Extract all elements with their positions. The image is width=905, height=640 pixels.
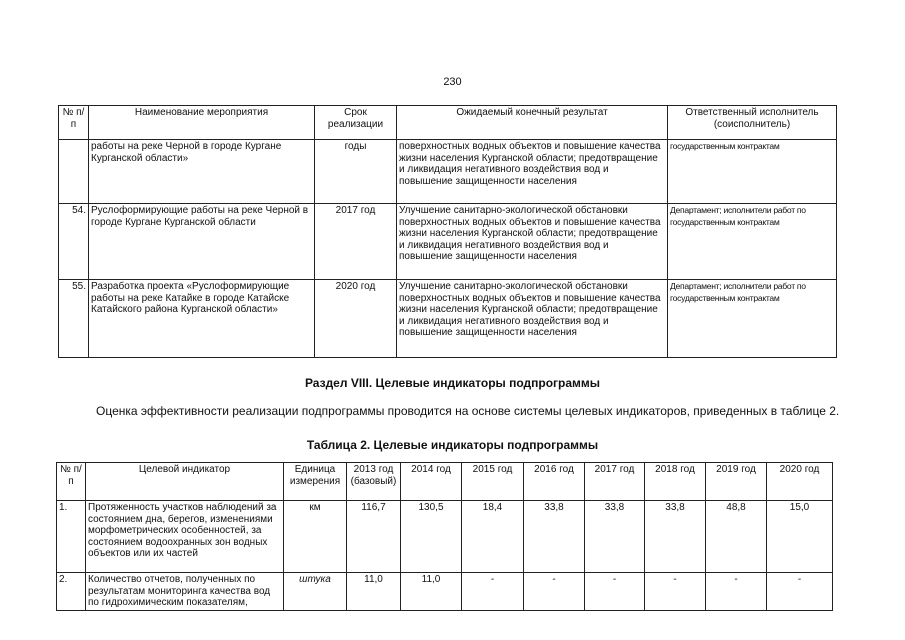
col-header-2017: 2017 год [585, 463, 645, 501]
row-executor: Департамент; исполнители работ по государственным контрактам [668, 204, 837, 280]
row-name: Руслоформирующие работы на реке Черной в городе Кургане Курганской области [89, 204, 315, 280]
measures-table [58, 105, 837, 358]
row-num [59, 140, 89, 204]
table2-title: Таблица 2. Целевые индикаторы подпрограммы [306, 438, 599, 452]
section-title: Раздел VIII. Целевые индикаторы подпрограммы [304, 376, 601, 390]
table-header-row [59, 106, 837, 140]
col-header-executor: Ответственный исполнитель (соисполнитель) [668, 106, 837, 140]
row-value-2016: - [524, 573, 585, 611]
row-name: Разработка проекта «Руслоформирующие работы на реке Катайке в городе Катайске Катайского района Курганской области» [89, 280, 315, 358]
row-result: Улучшение санитарно-экологической обстановки поверхностных водных объектов и повышение качества жизни населения Курганской области; предотвращение и ликвидация негативного воздействия вод и повышение защищенности населения [397, 204, 668, 280]
row-term: 2020 год [315, 280, 397, 358]
col-header-term: Срок реализации [315, 106, 397, 140]
row-indicator: Количество отчетов, полученных по результатам мониторинга качества вод по гидрохимическим показателям, [86, 573, 284, 611]
col-header-result: Ожидаемый конечный результат [397, 106, 668, 140]
col-header-num: № п/п [59, 106, 89, 140]
row-executor: Департамент; исполнители работ по государственным контрактам [668, 280, 837, 358]
row-value-2019: - [706, 573, 767, 611]
row-num: 55. [59, 280, 89, 358]
table-header-row [57, 463, 833, 501]
row-term: годы [315, 140, 397, 204]
col-header-2018: 2018 год [645, 463, 706, 501]
row-value-2018: - [645, 573, 706, 611]
col-header-2014: 2014 год [401, 463, 462, 501]
row-value-2014: 11,0 [401, 573, 462, 611]
row-value-2018: 33,8 [645, 501, 706, 573]
col-header-num: № п/п [57, 463, 86, 501]
row-value-2015: - [462, 573, 524, 611]
row-value-2015: 18,4 [462, 501, 524, 573]
table-row [57, 501, 833, 573]
row-value-2014: 130,5 [401, 501, 462, 573]
row-indicator: Протяженность участков наблюдений за состоянием дна, берегов, изменениями морфометрических особенностей, за состоянием водоохранных зон водных объектов или их частей [86, 501, 284, 573]
row-value-2013: 11,0 [347, 573, 401, 611]
table-row [59, 204, 837, 280]
row-value-2019: 48,8 [706, 501, 767, 573]
row-num: 2. [57, 573, 86, 611]
body-paragraph: Оценка эффективности реализации подпрограммы проводится на основе системы целевых индикаторов, приведенных в таблице 2. [96, 404, 840, 418]
row-value-2013: 116,7 [347, 501, 401, 573]
col-header-2015: 2015 год [462, 463, 524, 501]
row-num: 54. [59, 204, 89, 280]
row-executor: государственным контрактам [668, 140, 837, 204]
row-name: работы на реке Черной в городе Кургане Курганской области» [89, 140, 315, 204]
indicators-table [56, 462, 833, 611]
row-unit: км [284, 501, 347, 573]
row-num: 1. [57, 501, 86, 573]
col-header-2016: 2016 год [524, 463, 585, 501]
col-header-2020: 2020 год [767, 463, 833, 501]
row-value-2020: - [767, 573, 833, 611]
table-row [59, 280, 837, 358]
row-value-2017: 33,8 [585, 501, 645, 573]
row-term: 2017 год [315, 204, 397, 280]
table-row [59, 140, 837, 204]
page-number: 230 [443, 76, 462, 88]
row-value-2020: 15,0 [767, 501, 833, 573]
row-result: поверхностных водных объектов и повышение качества жизни населения Курганской области; предотвращение и ликвидация негативного воздействия вод и повышение защищенности населения [397, 140, 668, 204]
col-header-name: Наименование мероприятия [89, 106, 315, 140]
row-unit: штука [284, 573, 347, 611]
col-header-unit: Единица измерения [284, 463, 347, 501]
col-header-indicator: Целевой индикатор [86, 463, 284, 501]
row-value-2017: - [585, 573, 645, 611]
table-row [57, 573, 833, 611]
col-header-2019: 2019 год [706, 463, 767, 501]
col-header-2013: 2013 год (базовый) [347, 463, 401, 501]
row-value-2016: 33,8 [524, 501, 585, 573]
row-result: Улучшение санитарно-экологической обстановки поверхностных водных объектов и повышение качества жизни населения Курганской области; предотвращение и ликвидация негативного воздействия вод и повышение защищенности населения [397, 280, 668, 358]
